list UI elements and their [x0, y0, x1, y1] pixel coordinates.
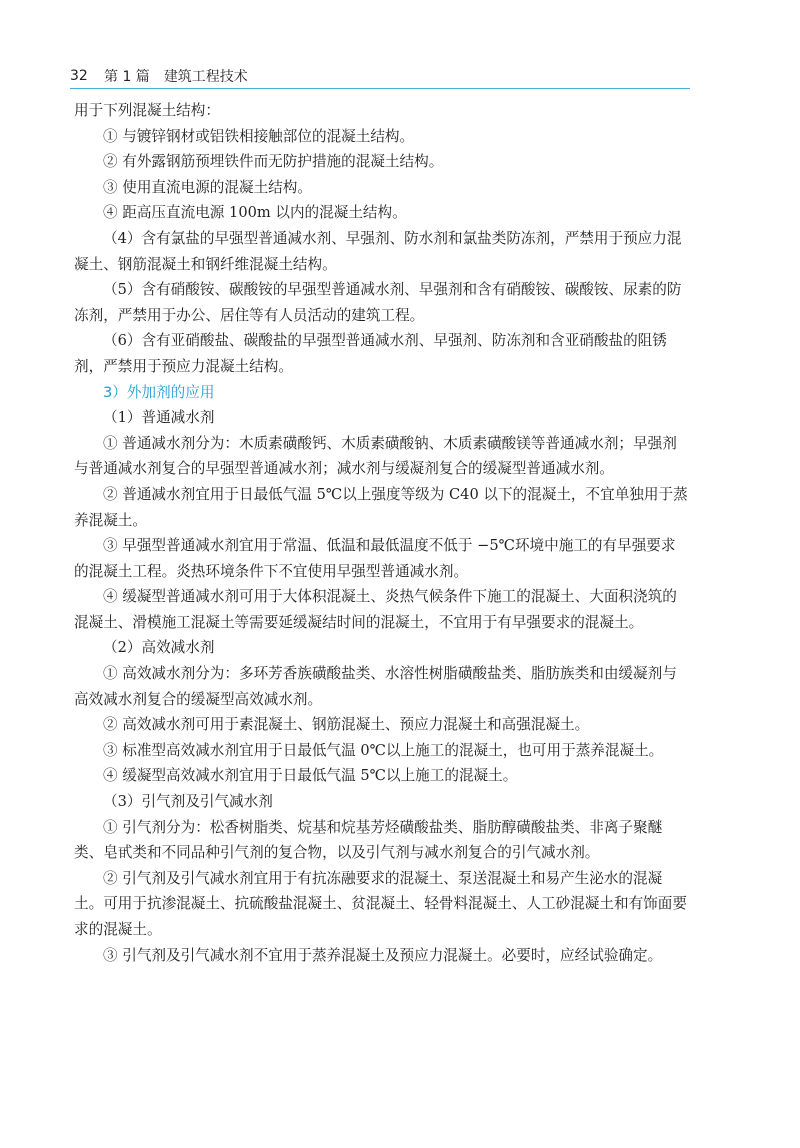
subsection-heading: （3）引气剂及引气减水剂 — [103, 793, 273, 811]
subsection-heading: （2）高效减水剂 — [103, 639, 215, 657]
list-item: ① 与镀锌钢材或铝铁相接触部位的混凝土结构。 — [103, 127, 415, 145]
list-item: ④ 缓凝型普通减水剂可用于大体积混凝土、炎热气候条件下施工的混凝土、大面积浇筑的混凝土、滑模施工混凝土等需要延缓凝结时间的混凝土，不宜用于有早强要求的混凝土。 — [74, 588, 677, 631]
paragraph: （5）含有硝酸铵、碳酸铵的早强型普通减水剂、早强剂和含有硝酸铵、碳酸铵、尿素的防冻剂，严禁用于办公、居住等有人员活动的建筑工程。 — [74, 281, 682, 324]
section-heading: 3）外加剂的应用 — [103, 383, 215, 401]
list-item: ③ 使用直流电源的混凝土结构。 — [103, 178, 312, 196]
list-item: ③ 早强型普通减水剂宜用于常温、低温和最低温度不低于 −5℃环境中施工的有早强要求的混凝土工程。炎热环境条件下不宜使用早强型普通减水剂。 — [74, 537, 676, 580]
list-item: ① 高效减水剂分为：多环芳香族磺酸盐类、水溶性树脂磺酸盐类、脂肪族类和由缓凝剂与高效减水剂复合的缓凝型高效减水剂。 — [74, 665, 677, 708]
paragraph: （6）含有亚硝酸盐、碳酸盐的早强型普通减水剂、早强剂、防冻剂和含亚硝酸盐的阻锈剂，严禁用于预应力混凝土结构。 — [74, 332, 667, 375]
list-item: ③ 引气剂及引气减水剂不宜用于蒸养混凝土及预应力混凝土。必要时，应经试验确定。 — [103, 946, 663, 964]
part-label: 第 1 篇 — [104, 69, 150, 85]
paragraph-continued: 用于下列混凝土结构： — [74, 102, 220, 119]
list-item: ① 普通减水剂分为：木质素磺酸钙、木质素磺酸钠、木质素磺酸镁等普通减水剂；早强剂与普通减水剂复合的早强型普通减水剂；减水剂与缓凝剂复合的缓凝型普通减水剂。 — [74, 434, 677, 478]
list-item: ② 高效减水剂可用于素混凝土、钢筋混凝土、预应力混凝土和高强混凝土。 — [103, 716, 590, 734]
subsection-heading: （1）普通减水剂 — [103, 409, 215, 427]
paragraph: （4）含有氯盐的早强型普通减水剂、早强剂、防水剂和氯盐类防冻剂，严禁用于预应力混凝土、钢筋混凝土和钢纤维混凝土结构。 — [74, 229, 682, 273]
page-number: 32 — [70, 68, 88, 84]
list-item: ④ 距高压直流电源 100m 以内的混凝土结构。 — [103, 204, 407, 222]
list-item: ② 有外露钢筋预埋铁件而无防护措施的混凝土结构。 — [103, 153, 444, 171]
header-title: 建筑工程技术 — [163, 69, 248, 85]
list-item: ② 普通减水剂宜用于日最低气温 5℃以上强度等级为 C40 以下的混凝土，不宜单独用于蒸养混凝土。 — [74, 485, 688, 529]
list-item: ④ 缓凝型高效减水剂宜用于日最低气温 5℃以上施工的混凝土。 — [103, 767, 518, 785]
list-item: ③ 标准型高效减水剂宜用于日最低气温 0℃以上施工的混凝土，也可用于蒸养混凝土。 — [103, 741, 664, 759]
list-item: ② 引气剂及引气减水剂宜用于有抗冻融要求的混凝土、泵送混凝土和易产生泌水的混凝土。可用于抗渗混凝土、抗硫酸盐混凝土、贫混凝土、轻骨料混凝土、人工砂混凝土和有饰面要求的混凝土。 — [74, 869, 687, 938]
running-header — [70, 62, 690, 90]
page-body — [74, 98, 690, 968]
header-rule — [70, 88, 690, 89]
list-item: ① 引气剂分为：松香树脂类、烷基和烷基芳烃磺酸盐类、脂肪醇磺酸盐类、非离子聚醚类、皂甙类和不同品种引气剂的复合物，以及引气剂与减水剂复合的引气减水剂。 — [74, 818, 663, 862]
